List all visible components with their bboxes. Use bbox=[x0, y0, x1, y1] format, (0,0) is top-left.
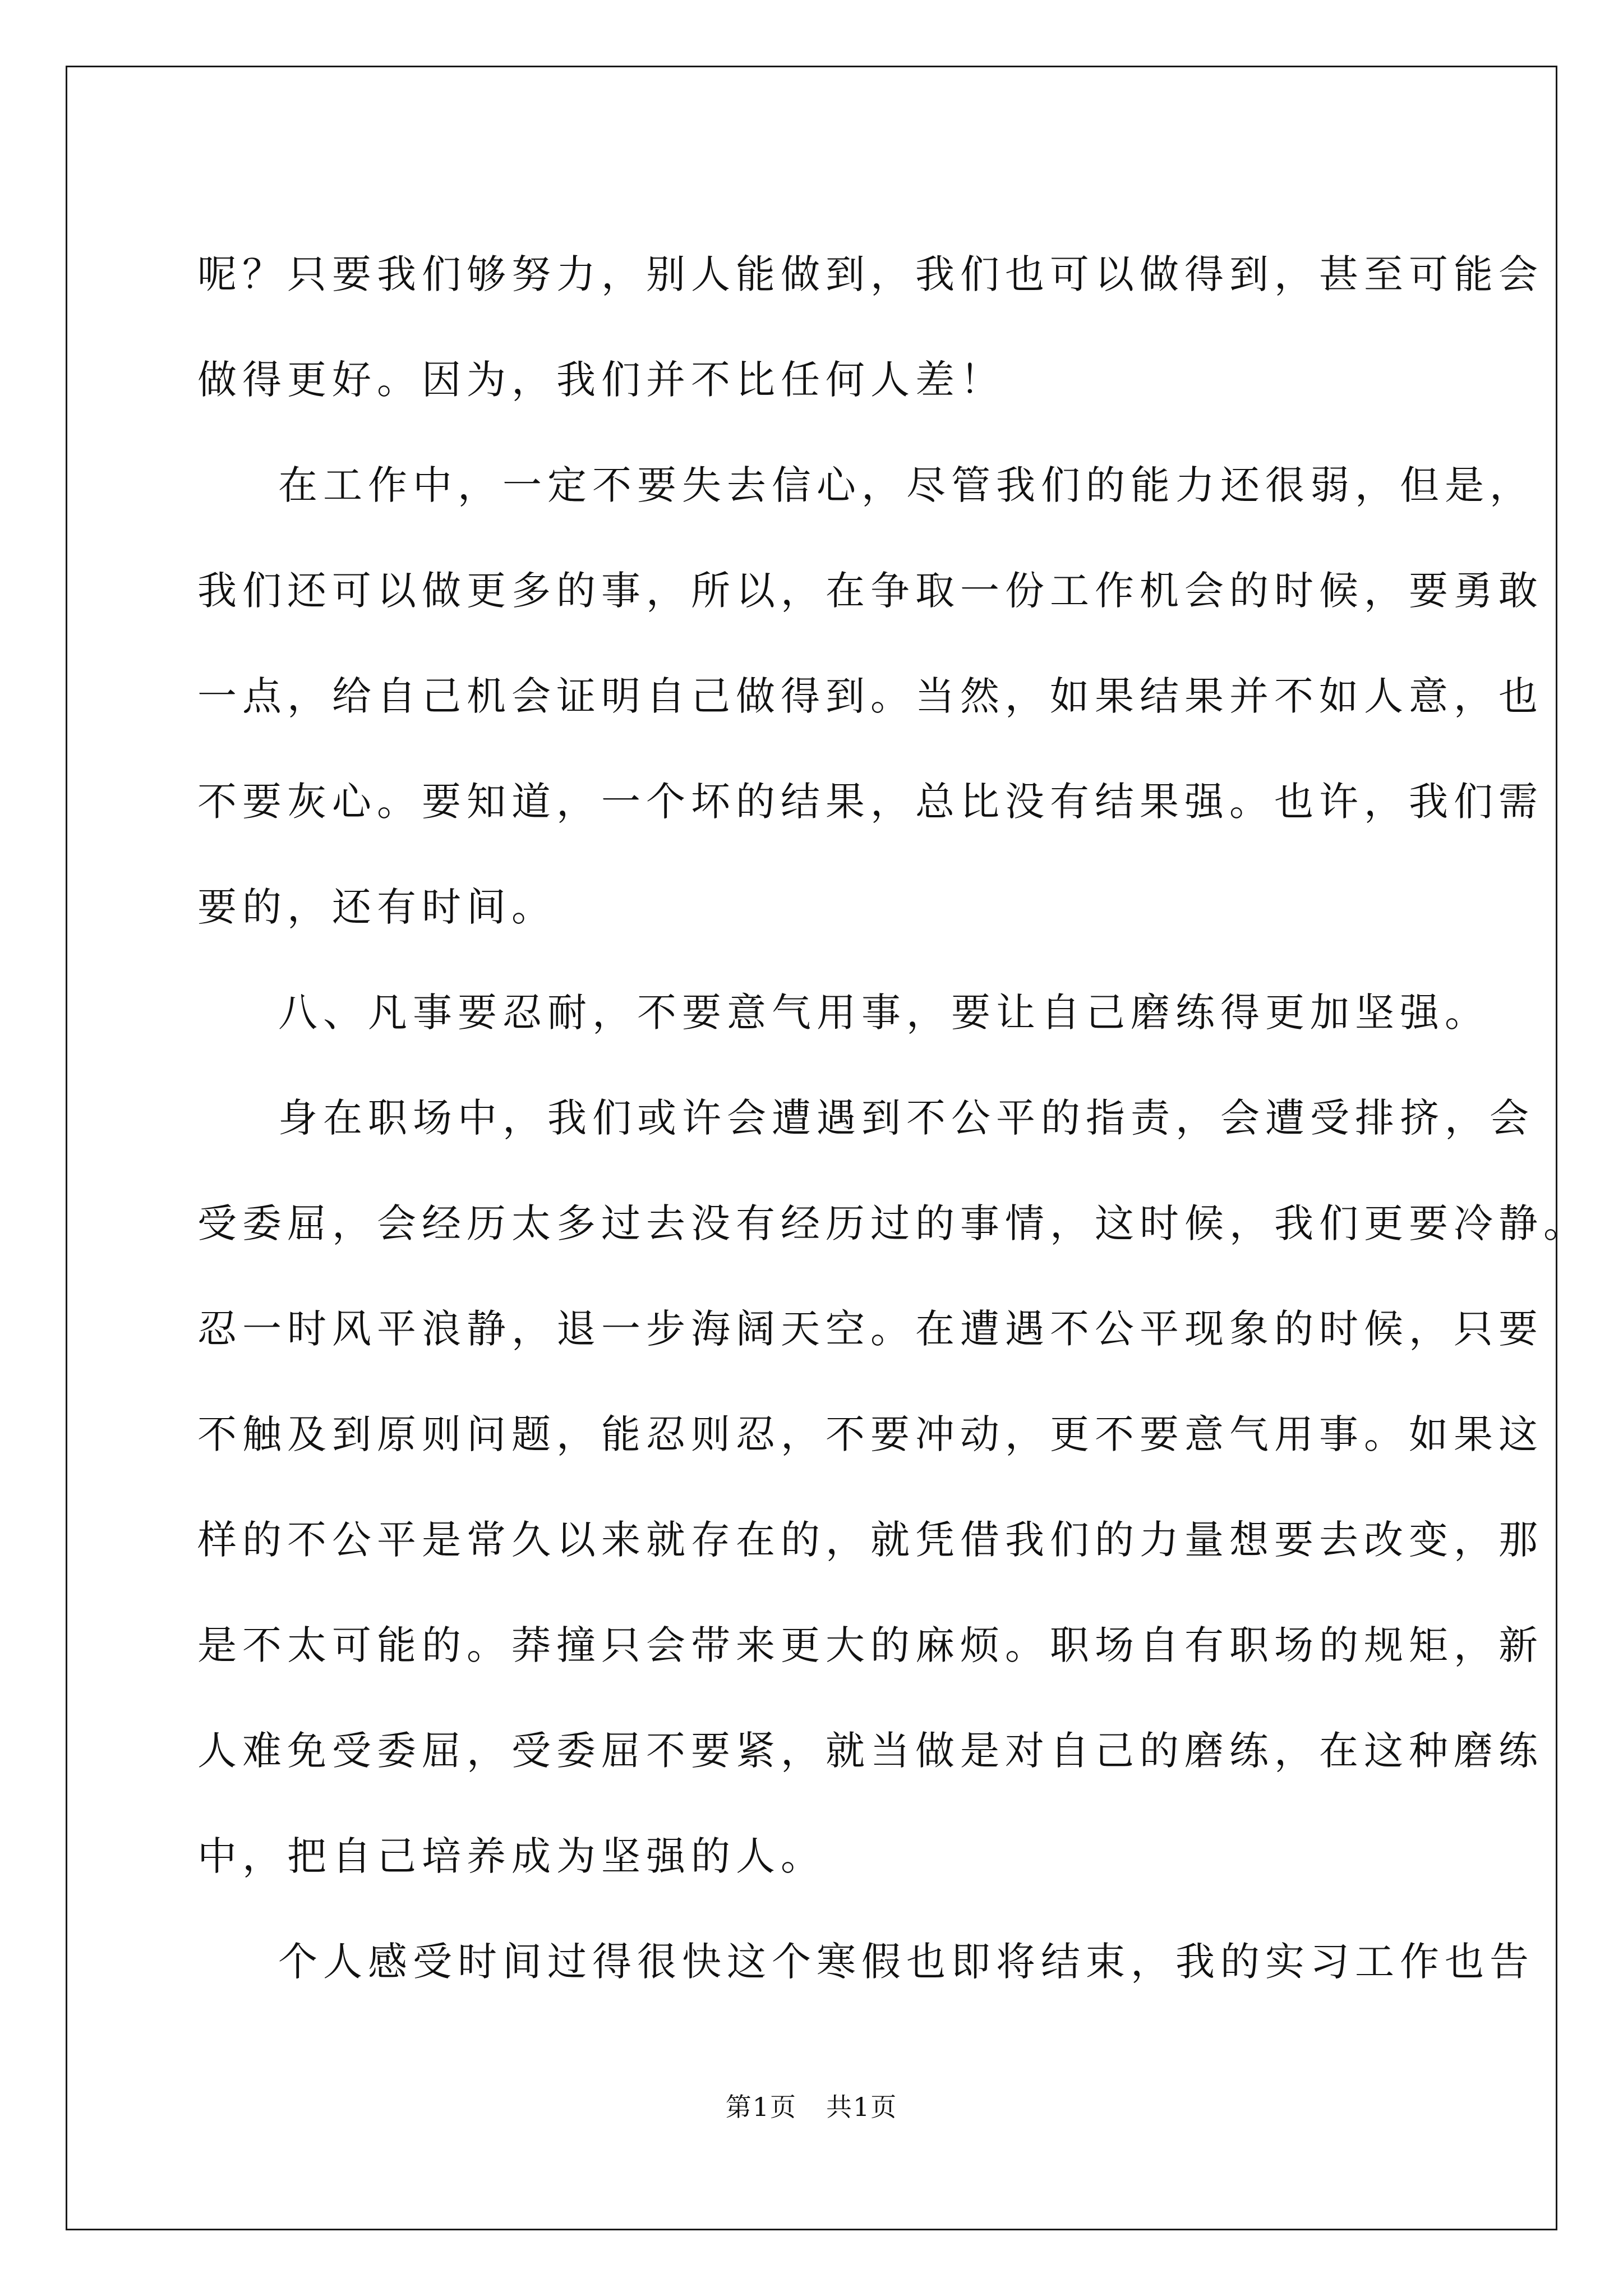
paragraph-5 bbox=[197, 1909, 1534, 2014]
page-total: 共1页 bbox=[826, 2092, 898, 2122]
document-body bbox=[197, 222, 1588, 2014]
text-line: 呢？只要我们够努力，别人能做到，我们也可以做得到，甚至可能会 bbox=[197, 251, 1543, 297]
page-footer bbox=[0, 2087, 1623, 2124]
section-heading: 八、凡事要忍耐，不要意气用事，要让自己磨练得更加坚强。 bbox=[278, 990, 1490, 1036]
paragraph-4 bbox=[197, 1065, 1588, 1909]
text-line: 在工作中，一定不要失去信心，尽管我们的能力还很弱，但是， bbox=[278, 462, 1534, 508]
text-line: 受委屈，会经历太多过去没有经历过的事情，这时候，我们更要冷静。 bbox=[197, 1200, 1588, 1246]
text-line: 要的，还有时间。 bbox=[197, 884, 556, 930]
text-line: 忍一时风平浪静，退一步海阔天空。在遭遇不公平现象的时候，只要 bbox=[197, 1306, 1543, 1352]
text-line: 我们还可以做更多的事，所以，在争取一份工作机会的时候，要勇敢 bbox=[197, 568, 1543, 614]
page-number: 第1页 bbox=[725, 2092, 797, 2122]
text-line: 身在职场中，我们或许会遭遇到不公平的指责，会遭受排挤，会 bbox=[278, 1095, 1534, 1141]
text-line: 个人感受时间过得很快这个寒假也即将结束，我的实习工作也告 bbox=[278, 1939, 1534, 1985]
paragraph-1 bbox=[197, 222, 1543, 432]
text-line: 中，把自己培养成为坚强的人。 bbox=[197, 1833, 826, 1879]
text-line: 样的不公平是常久以来就存在的，就凭借我们的力量想要去改变，那 bbox=[197, 1517, 1543, 1563]
text-line: 人难免受委屈，受委屈不要紧，就当做是对自己的磨练，在这种磨练 bbox=[197, 1728, 1543, 1774]
text-line: 是不太可能的。莽撞只会带来更大的麻烦。职场自有职场的规矩，新 bbox=[197, 1622, 1543, 1668]
text-line: 做得更好。因为，我们并不比任何人差！ bbox=[197, 357, 1005, 403]
text-line: 不要灰心。要知道，一个坏的结果，总比没有结果强。也许，我们需 bbox=[197, 779, 1543, 825]
text-line: 不触及到原则问题，能忍则忍，不要冲动，更不要意气用事。如果这 bbox=[197, 1411, 1543, 1457]
text-line: 一点，给自己机会证明自己做得到。当然，如果结果并不如人意，也 bbox=[197, 673, 1543, 719]
paragraph-3-heading bbox=[197, 960, 1490, 1065]
paragraph-2 bbox=[197, 432, 1543, 960]
